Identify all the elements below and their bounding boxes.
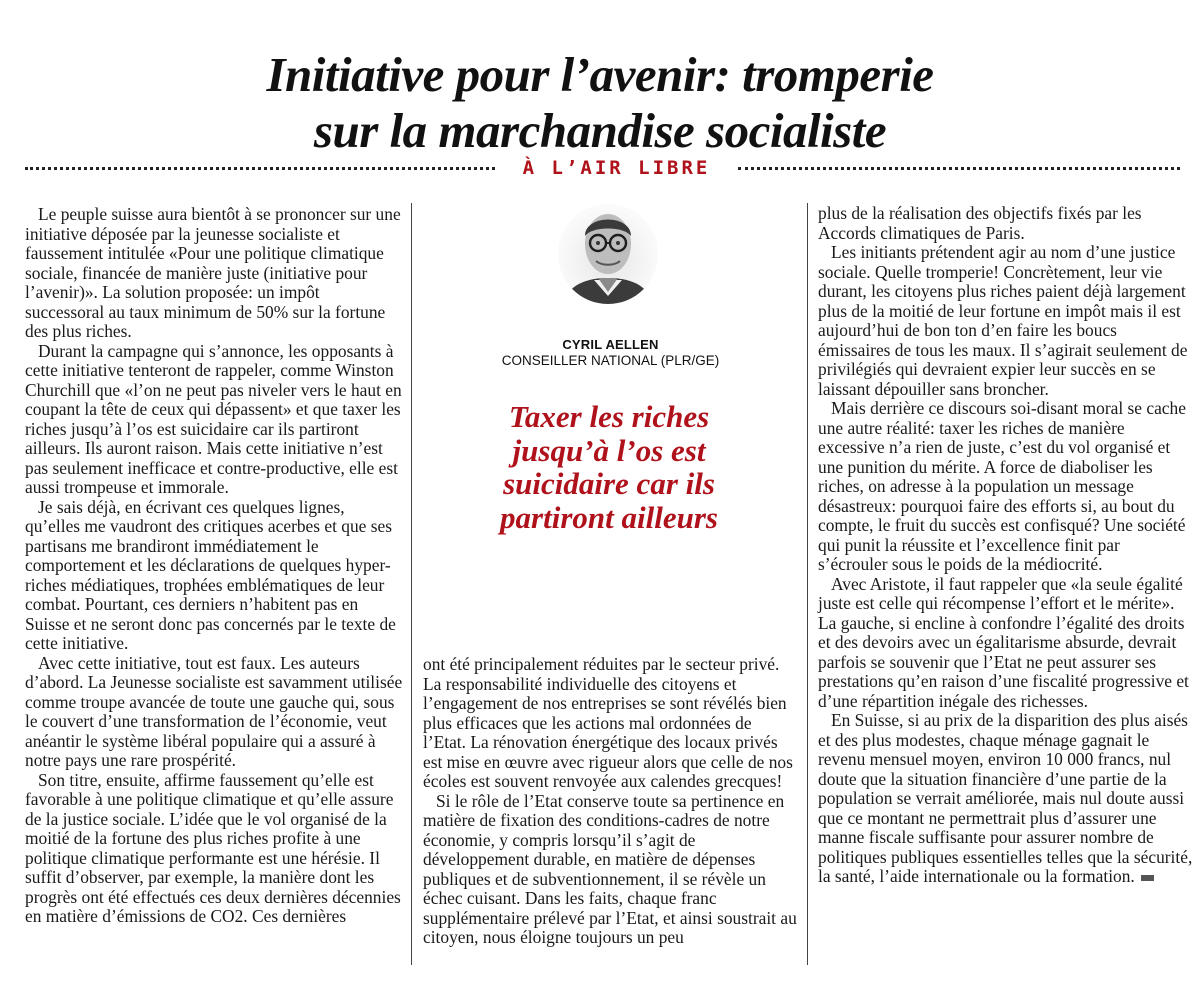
paragraph: plus de la réalisation des objectifs fixés par les Accords climatiques de Paris. [818, 203, 1142, 243]
text-column-1 [25, 205, 403, 927]
paragraph: ont été principalement réduites par le secteur privé. La responsabilité individuelle des citoyens et l’engagement de nos entreprises se sont révélés bien plus efficaces que les actions mal ordonnées de l’Etat. La rénovation énergétique des locaux privés est mise en œuvre avec rigueur alors que celle de nos écoles est souvent renvoyée aux calendes grecques! [423, 654, 793, 791]
section-rubric: À L’AIR LIBRE [522, 157, 711, 179]
pull-quote-line: Taxer les riches [508, 399, 710, 434]
author-name: CYRIL AELLEN [562, 337, 659, 352]
headline-line: sur la marchandise socialiste [313, 102, 887, 158]
paragraph: Avec cette initiative, tout est faux. Les auteurs d’abord. La Jeunesse socialiste est savamment utilisée comme troupe avancée de toute une gauche qui, sous le couvert d’une transformation de l’économie, veut anéantir le système libéral populaire qui a assuré à notre pays une rare prospérité. [25, 652, 403, 770]
paragraph-text: En Suisse, si au prix de la disparition des plus aisés et des plus modestes, chaque ménage gagnait le revenu mensuel moyen, environ 10 000 francs, nul doute que la situation financière d’une partie de la population se verrait améliorée, mais nul doute aussi que ce montant ne permettrait plus d’assurer une manne fiscale suffisante pour assurer nombre de politiques publiques essentielles telles que la sécurité, la santé, l’aide internationale ou la formation. [818, 710, 1193, 886]
paragraph-last [818, 711, 1193, 887]
paragraph: Mais derrière ce discours soi-disant moral se cache une autre réalité: taxer les riches de manière excessive n’a rien de juste, c’est du vol organisé et une punition du mérite. A force de diaboliser les riches, on adresse à la population un message désastreux: pourquoi faire des efforts si, au bout du compte, le fruit du succès est confisqué? Une société qui punit la réussite et l’excellence finit par s’écrouler sous le poids de la médiocrité. [818, 398, 1186, 574]
article-headline [0, 47, 1200, 159]
pull-quote-line: partiront ailleurs [500, 499, 718, 535]
pull-quote [458, 400, 760, 534]
dotted-rule-left [25, 167, 495, 170]
paragraph: Son titre, ensuite, affirme faussement qu’elle est favorable à une politique climatique et qu’elle assure de la justice sociale. L’idée que le vol organisé de la moitié de la fortune des plus riches profite à une politique climatique performante est une hérésie. Il suffit d’observer, par exemple, la manière dont les progrès ont été effectués ces deux dernières décennies en matière d’émissions de CO2. Ces dernières [25, 769, 401, 926]
pull-quote-line: jusqu’à l’os est [512, 432, 706, 468]
text-column-2 [423, 655, 798, 948]
pull-quote-line: suicidaire car ils [503, 466, 715, 501]
end-mark-icon [1141, 875, 1154, 881]
column-divider [807, 203, 808, 965]
paragraph: Je sais déjà, en écrivant ces quelques lignes, qu’elles me vaudront des critiques acerbes et que ses partisans me brandiront immédiatement le comportement et les déclarations de quelques hyper-riches médiatiques, trophées emblématiques de leur combat. Pourtant, ces derniers n’habitent pas en Suisse et ne seront donc pas concernés par le texte de cette initiative. [25, 496, 396, 653]
column-divider [411, 203, 412, 965]
author-portrait [558, 200, 658, 308]
rubric-row [25, 156, 1180, 180]
paragraph: Les initiants prétendent agir au nom d’une justice sociale. Quelle tromperie! Concrètement, leur vie durant, les citoyens plus riches paient déjà largement plus de la moitié de leur fortune en impôt mais il est aujourd’hui de bon ton d’en faire les boucs émissaires de tous les maux. Il s’agirait seulement de privilégiés qui devraient expier leur succès en se laissant dépouiller sans broncher. [818, 242, 1188, 399]
paragraph: Si le rôle de l’Etat conserve toute sa pertinence en matière de fixation des conditions-cadres de notre économie, y compris lorsqu’il s’agit de développement durable, en matière de dépenses publiques et de subventionnement, il se révèle un échec cuisant. Dans les faits, chaque franc supplémentaire prélevé par l’Etat, et ainsi soustrait au citoyen, nous éloigne toujours un peu [423, 790, 797, 947]
author-role: CONSEILLER NATIONAL (PLR/GE) [501, 353, 720, 368]
dotted-rule-right [738, 167, 1180, 170]
text-column-3 [818, 204, 1193, 887]
paragraph: Durant la campagne qui s’annonce, les opposants à cette initiative tenteront de rappeler, comme Winston Churchill que «l’on ne peut pas niveler vers le haut en coupant la tête de ceux qui dépassent» et que taxer les riches jusqu’à l’os est suicidaire car ils partiront ailleurs. Ils auront raison. Mais cette initiative n’est pas seulement inefficace et contre-productive, elle est aussi trompeuse et immorale. [25, 340, 402, 497]
headline-line: Initiative pour l’avenir: tromperie [266, 46, 934, 102]
paragraph: Le peuple suisse aura bientôt à se prononcer sur une initiative déposée par la jeunesse socialiste et faussement intitulée «Pour une politique climatique sociale, financée de manière juste (initiative pour l’avenir)». La solution proposée: un impôt successoral au taux minimum de 50% sur la fortune des plus riches. [25, 204, 401, 341]
paragraph: Avec Aristote, il faut rappeler que «la seule égalité juste est celle qui récompense l’effort et le mérite». La gauche, si encline à confondre l’égalité des droits et des devoirs avec un égalitarisme absurde, devrait parfois se souvenir que l’Etat ne peut assurer ses prestations qu’en raison d’une fiscalité progressive et d’une répartition inégale des richesses. [818, 573, 1189, 711]
